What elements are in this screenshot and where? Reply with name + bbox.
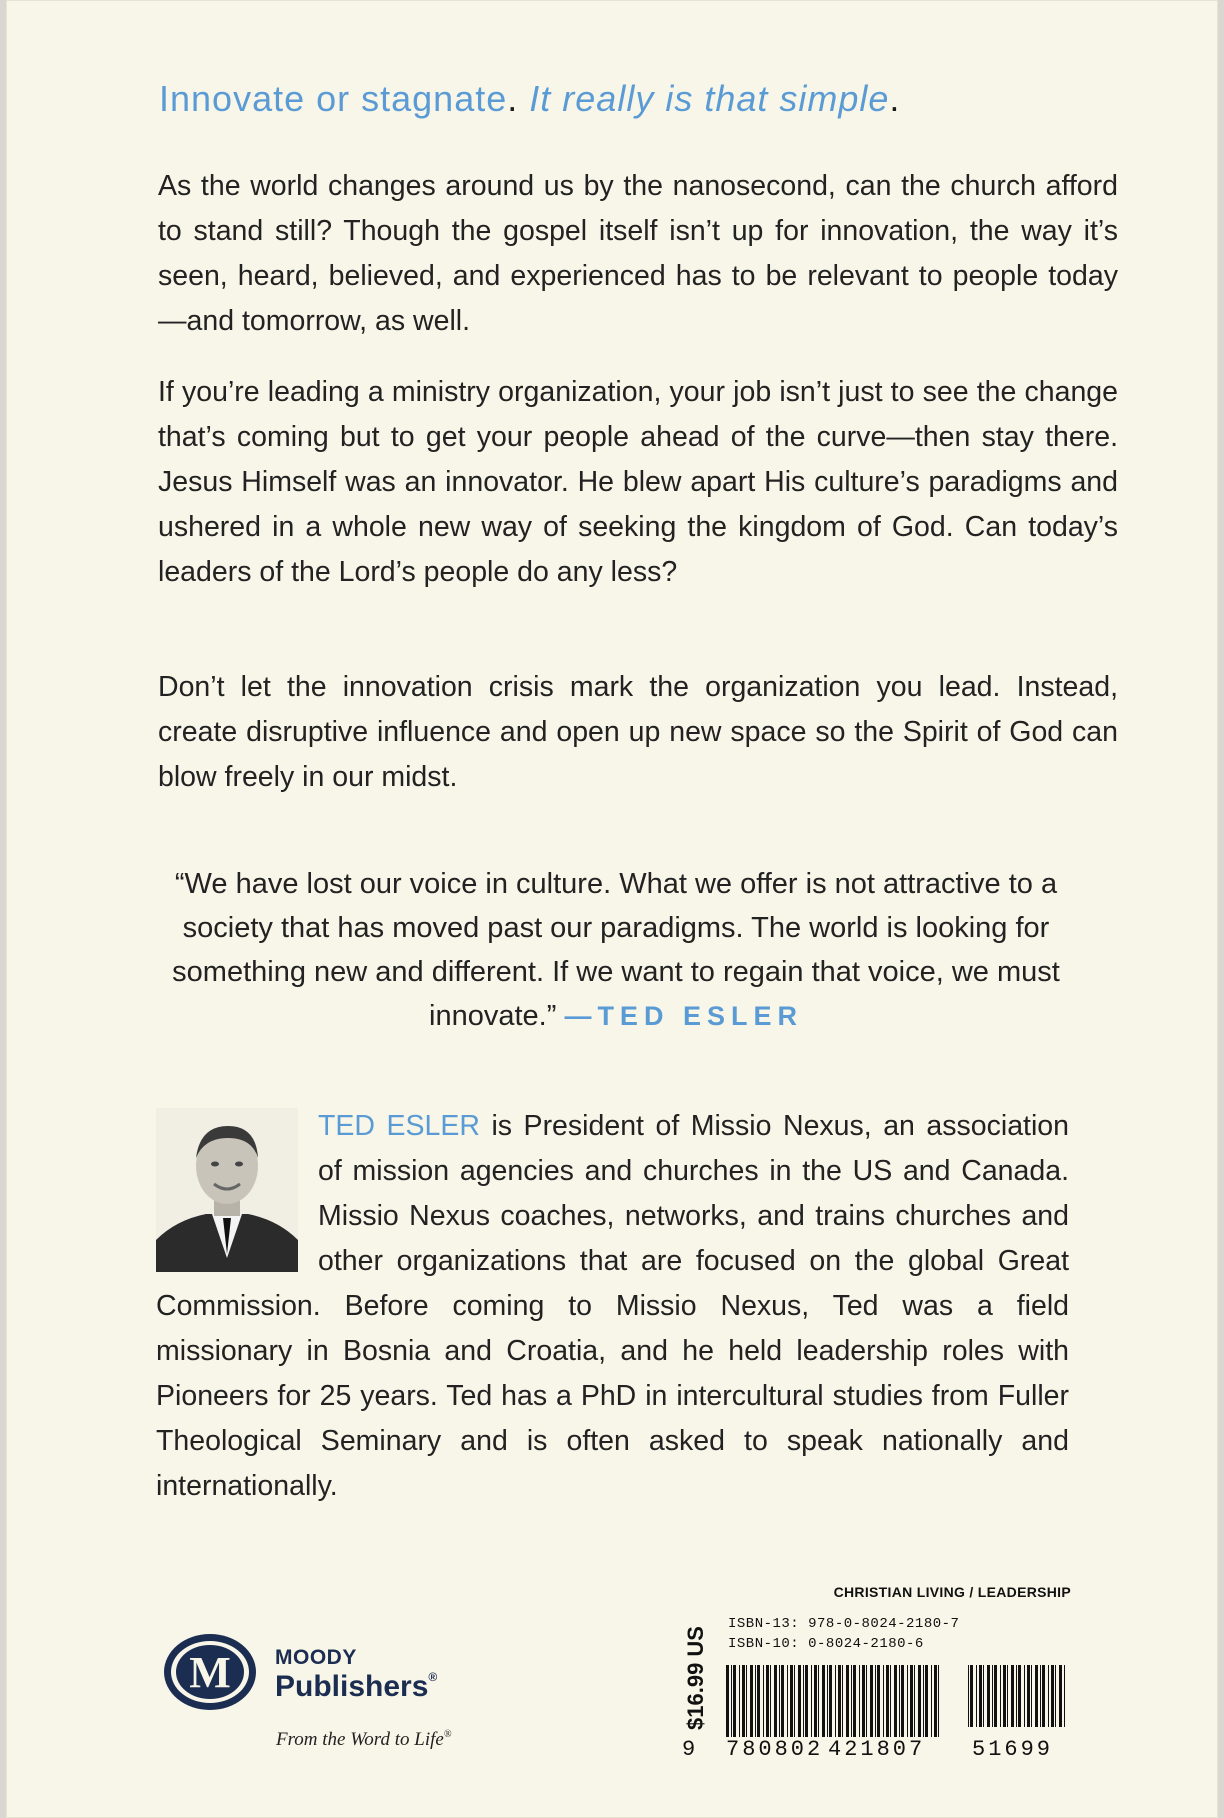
- category-label: CHRISTIAN LIVING / LEADERSHIP: [833, 1584, 1071, 1600]
- headline: [159, 78, 1119, 120]
- barcode-addon-digits: 51699: [972, 1737, 1054, 1762]
- isbn-10: ISBN-10: 0-8024-2180-6: [728, 1636, 924, 1652]
- book-back-cover: [6, 0, 1218, 1818]
- barcode-left-digits: 780802: [726, 1737, 824, 1762]
- headline-part2: It really is that simple: [529, 78, 890, 119]
- headline-dot1: .: [507, 78, 519, 119]
- publisher-name: Publishers: [275, 1670, 429, 1703]
- tagline-text: From the Word to Life: [276, 1729, 444, 1750]
- moody-logo-icon: [150, 1627, 280, 1717]
- headline-dot2: .: [889, 78, 901, 119]
- publisher-name-line2: [275, 1670, 437, 1704]
- publisher-name-line1: MOODY: [275, 1646, 357, 1669]
- barcode-right-digits: 421807: [828, 1737, 926, 1762]
- publisher-tagline: [276, 1729, 451, 1751]
- headline-part1: Innovate or stagnate: [159, 78, 508, 119]
- isbn-13: ISBN-13: 978-0-8024-2180-7: [728, 1616, 960, 1632]
- barcode-icon: [720, 1665, 1070, 1743]
- bio-text: is President of Missio Nexus, an association of mission agencies and churches in the US and Canada. Missio Nexus coaches, networks, and trains churches and other organizations that are focused on the global Great Commission. Before coming to Missio Nexus, Ted was a field missionary in Bosnia and Croatia, and he held leadership roles with Pioneers for 25 years. Ted has a PhD in intercultural studies from Fuller Theological Seminary and is often asked to speak nationally and internationally.: [156, 1110, 1069, 1502]
- endorsement-quote: [136, 862, 1096, 1038]
- quote-attribution: —TED ESLER: [564, 1001, 803, 1031]
- author-bio: [156, 1104, 1069, 1509]
- paragraph-3: Don’t let the innovation crisis mark the organization you lead. Instead, create disruptive influence and open up new space so the Spirit of God can blow freely in our midst.: [158, 671, 1118, 793]
- quote-text: “We have lost our voice in culture. What we offer is not attractive to a society that has moved past our paradigms. The world is looking for something new and different. If we want to regain that voice, we must innovate.”: [172, 868, 1060, 1032]
- paragraph-1: As the world changes around us by the nanosecond, can the church afford to stand still? Though the gospel itself isn’t up for innovation, the way it’s seen, heard, believed, and experienced has to be relevant to people today—and tomorrow, as well.: [158, 170, 1118, 337]
- registered-mark: ®: [428, 1670, 438, 1684]
- barcode-lead-digit: 9: [682, 1737, 699, 1762]
- price-text: $16.99 US: [683, 1626, 708, 1730]
- paragraph-2: If you’re leading a ministry organization, your job isn’t just to see the change that’s coming but to get your people ahead of the curve—then stay there. Jesus Himself was an innovator. He blew apart His culture’s paradigms and ushered in a whole new way of seeking the kingdom of God. Can today’s leaders of the Lord’s people do any less?: [158, 376, 1118, 588]
- logo-letter: M: [189, 1648, 231, 1697]
- tagline-registered-mark: ®: [443, 1729, 452, 1740]
- author-name: TED ESLER: [318, 1110, 480, 1142]
- price-label: [666, 1618, 726, 1738]
